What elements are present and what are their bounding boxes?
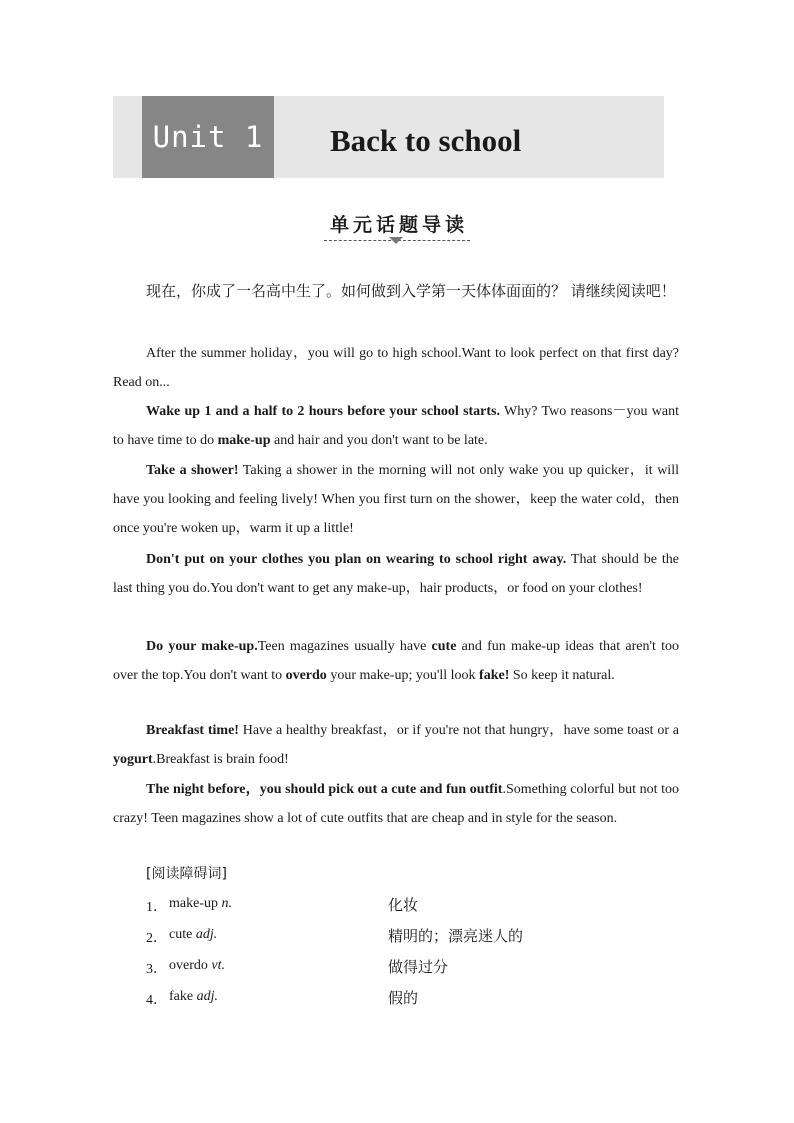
keyword: make-up <box>217 433 271 448</box>
vocab-meaning: 做得过分 <box>388 958 449 976</box>
vocab-item <box>146 896 646 926</box>
keyword: fake! <box>479 668 510 683</box>
vocab-number: 3． <box>146 962 167 977</box>
vocab-meaning: 化妆 <box>388 896 419 914</box>
tip-heading: Do your make-up. <box>146 639 258 654</box>
unit-label: Unit 1 <box>142 96 274 178</box>
vocab-item <box>146 989 646 1019</box>
section-heading: 单元话题导读 <box>324 210 470 241</box>
tip-heading: The night before，you should pick out a cute and fun outfit <box>146 782 503 797</box>
tip-text: Why? Two reasons－you want to have time to do <box>113 404 680 448</box>
tip-text: your make-up; you'll look <box>326 668 480 683</box>
vocab-word: make-up <box>169 896 218 911</box>
intro-english: After the summer holiday，you will go to high school.Want to look perfect on that first day? Read on... <box>113 346 679 390</box>
vocab-pos: adj. <box>195 927 218 942</box>
vocab-word-wrap <box>169 896 232 912</box>
vocab-pos: vt. <box>211 958 225 973</box>
vocab-pos: n. <box>221 896 232 911</box>
vocab-number: 1． <box>146 900 167 915</box>
tip-paragraph <box>113 456 679 543</box>
heading-triangle-icon <box>389 237 403 244</box>
tip-paragraph <box>113 716 679 774</box>
vocab-word-wrap <box>169 927 217 943</box>
tip-text: .Something colorful but not too crazy! Teen magazines show a lot of cute outfits that are cheap and in style for the season. <box>113 782 680 826</box>
tip-text: So keep it natural. <box>509 668 615 683</box>
tip-paragraph <box>113 775 679 833</box>
vocab-title: [阅读障碍词] <box>146 866 227 882</box>
vocab-number: 4． <box>146 993 167 1008</box>
tip-paragraph <box>113 545 679 603</box>
tip-text: Taking a shower in the morning will not only wake you up quicker，it will have you looking and feeling lively! When you first turn on the shower，keep the water cold，then once you're woken up，warm it up a little! <box>113 463 679 536</box>
vocab-word: fake <box>169 989 194 1004</box>
vocab-word-wrap <box>169 958 225 974</box>
vocab-item <box>146 958 646 988</box>
keyword: cute <box>431 639 457 654</box>
tip-text: .Breakfast is brain food! <box>152 752 289 767</box>
vocab-meaning: 精明的；漂亮迷人的 <box>388 927 524 945</box>
tip-text: Have a healthy breakfast，or if you're not that hungry，have some toast or a <box>238 723 679 738</box>
keyword: yogurt <box>113 752 153 767</box>
intro-chinese: 现在，你成了一名高中生了。如何做到入学第一天体体面面的？ 请继续阅读吧！ <box>146 282 676 300</box>
vocab-word: overdo <box>169 958 208 973</box>
tip-paragraph <box>113 397 679 455</box>
tip-text: and hair and you don't want to be late. <box>270 433 488 448</box>
vocab-item <box>146 927 646 957</box>
tip-heading: Breakfast time! <box>146 723 239 738</box>
tip-heading: Don't put on your clothes you plan on wearing to school right away. <box>146 552 567 567</box>
tip-text: and fun make-up ideas that aren't too over the top.You don't want to <box>113 639 679 683</box>
unit-title: Back to school <box>330 123 522 158</box>
vocab-pos: adj. <box>196 989 218 1004</box>
vocab-number: 2． <box>146 931 167 946</box>
vocab-meaning: 假的 <box>388 989 419 1007</box>
tip-text: Teen magazines usually have <box>257 639 432 654</box>
tip-heading: Take a shower! <box>146 463 239 478</box>
tip-heading: Wake up 1 and a half to 2 hours before your school starts. <box>146 404 501 419</box>
keyword: overdo <box>285 668 327 683</box>
vocab-word: cute <box>169 927 193 942</box>
tip-text: That should be the last thing you do.You don't want to get any make-up，hair products，or food on your clothes! <box>113 552 679 596</box>
vocab-word-wrap <box>169 989 218 1005</box>
tip-paragraph <box>113 632 679 690</box>
